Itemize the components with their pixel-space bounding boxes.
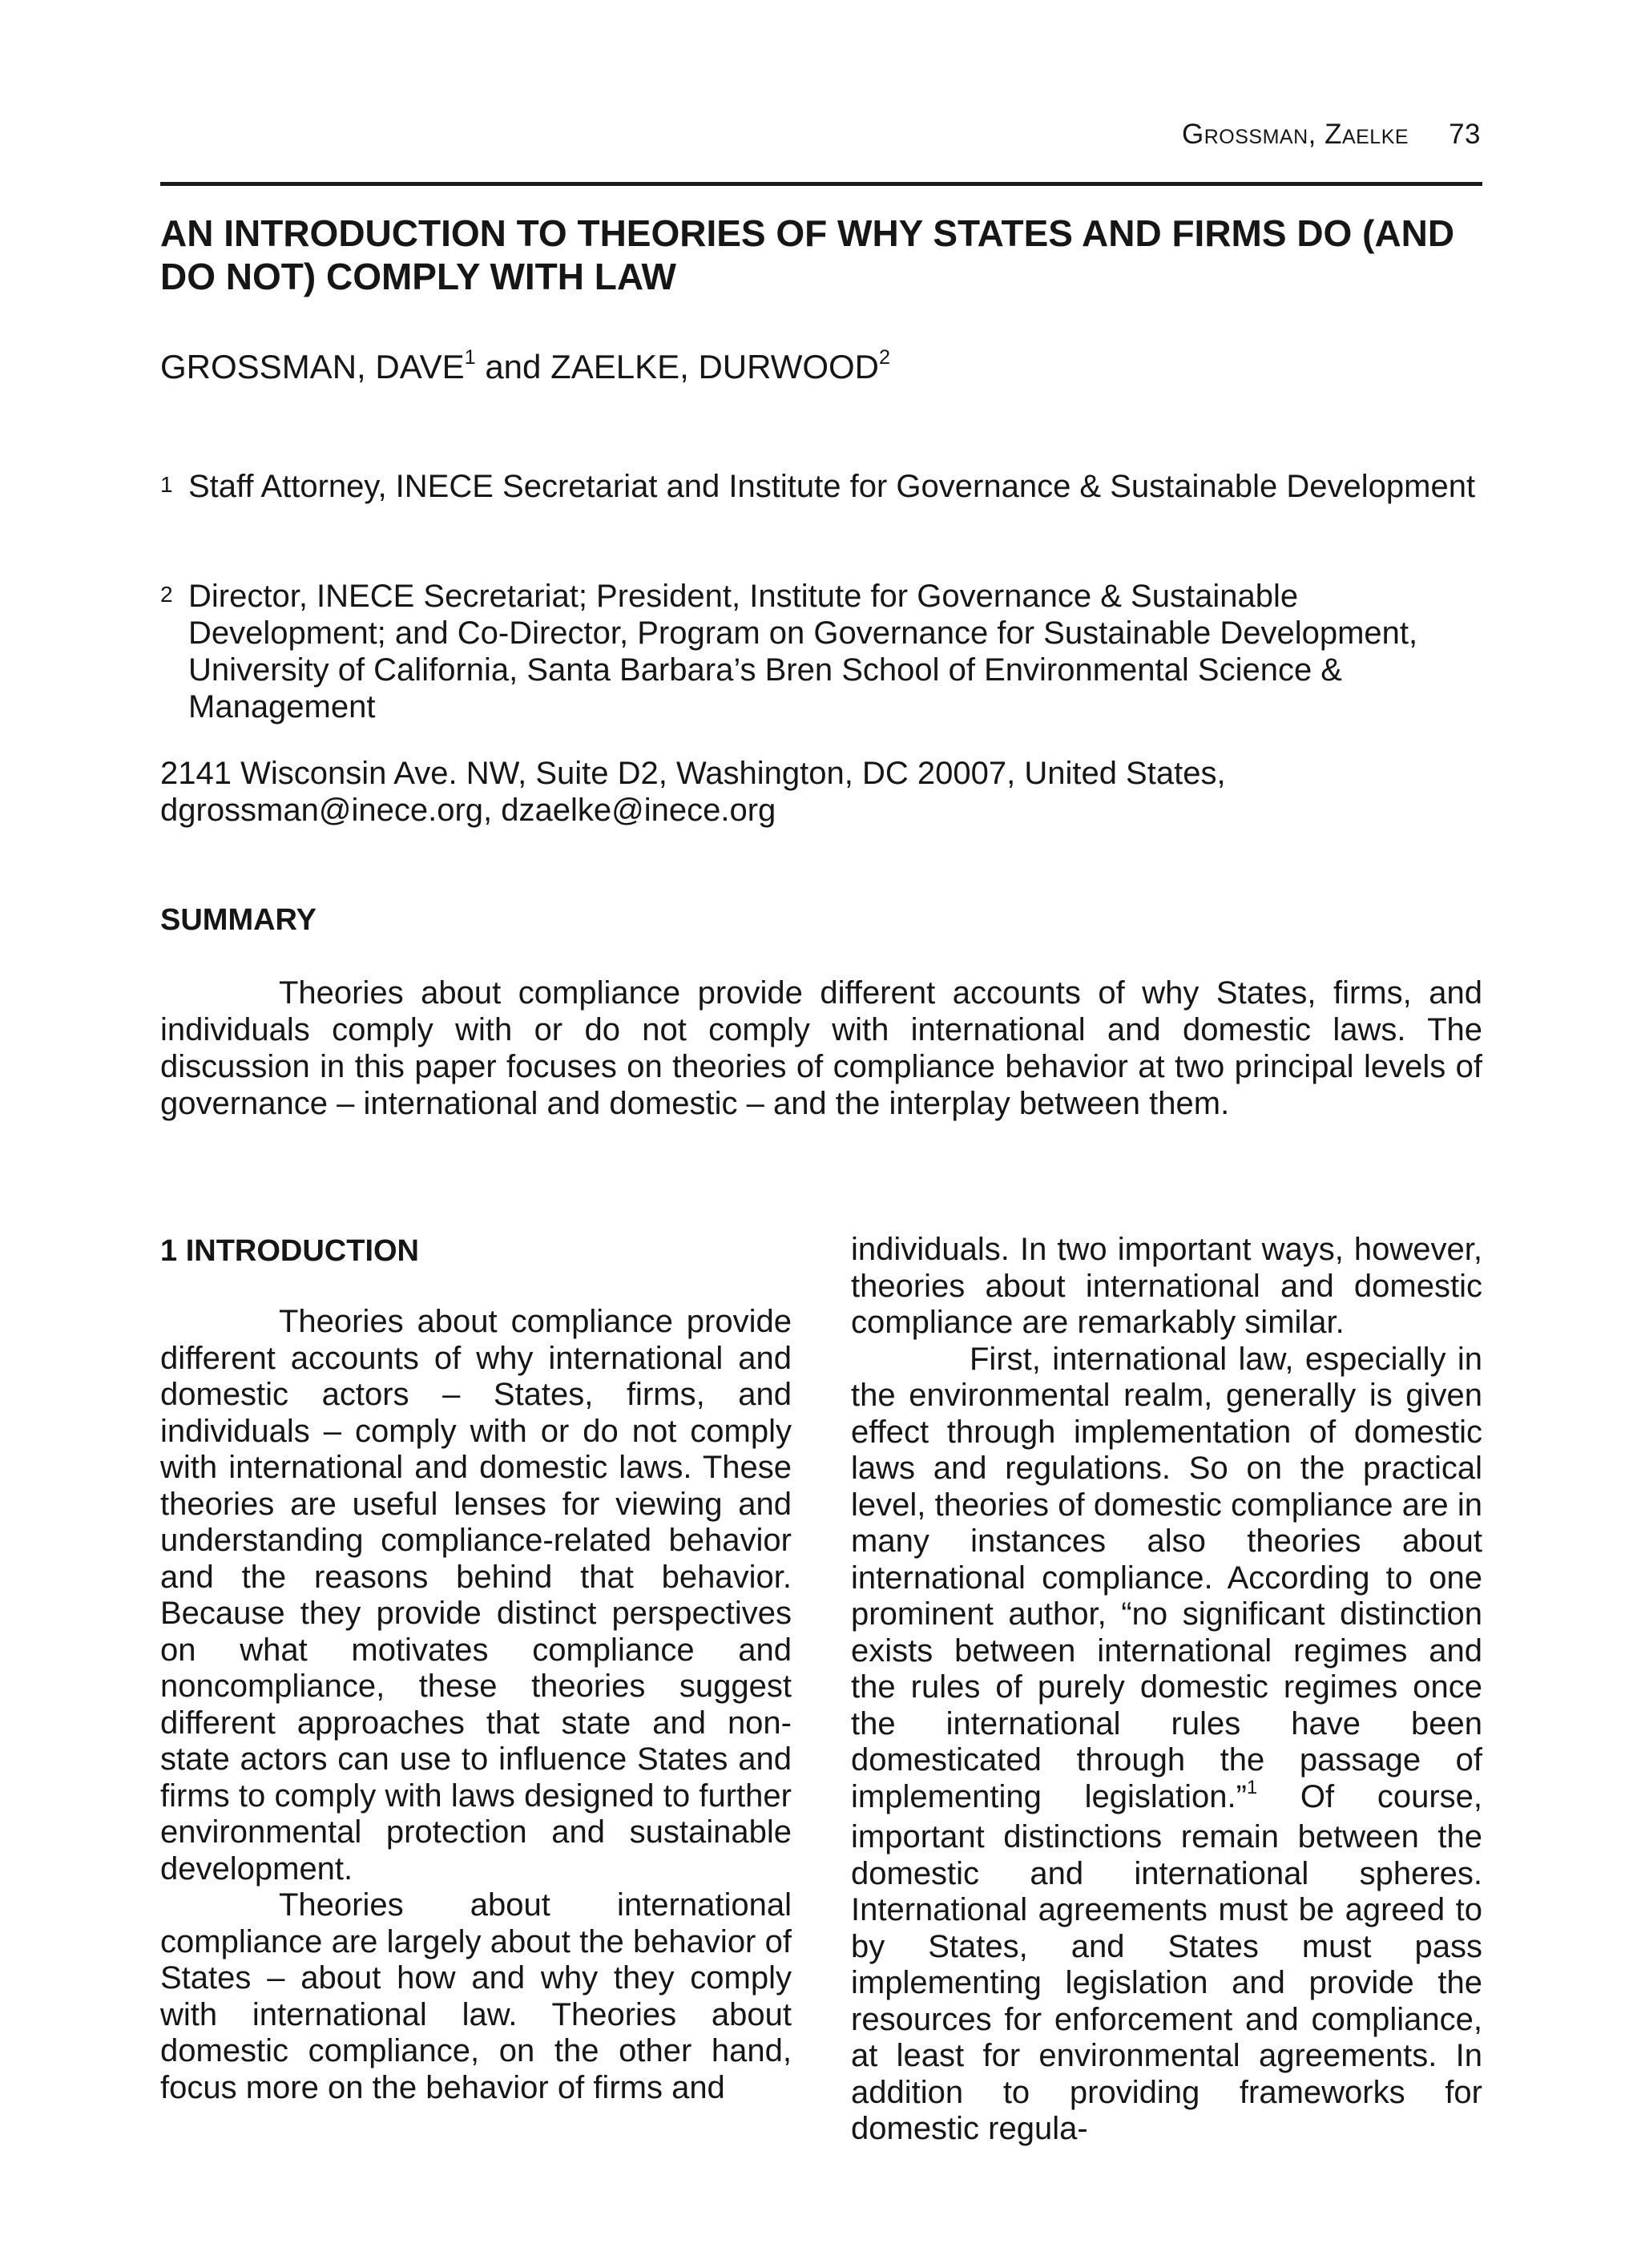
- author-line: [160, 348, 890, 386]
- affiliation-1-number: 1: [160, 472, 173, 497]
- page-number: 73: [1449, 119, 1481, 150]
- author-1-sup: 1: [464, 346, 476, 369]
- author-conj: and: [485, 348, 542, 385]
- summary-heading: SUMMARY: [160, 903, 317, 937]
- email-line: dgrossman@inece.org, dzaelke@inece.org: [160, 793, 776, 828]
- running-head: [1182, 119, 1481, 151]
- footnote-ref-1: 1: [1246, 1776, 1258, 1798]
- affiliation-2-text: Director, INECE Secretariat; President, Institute for Governance & Sustainable Development; and Co-Director, Program on Governance for Sustainable Development, University of California, Santa Barbara’s Bren School of Environmental Science & Management: [188, 579, 1418, 724]
- summary-text: Theories about compliance provide different accounts of why States, firms, and individuals comply with or do not comply with international and domestic laws. The discussion in this paper focuses on theories of compliance behavior at two principal levels of governance – international and domestic – and the interplay between them.: [160, 975, 1482, 1121]
- affiliation-1: [160, 468, 1482, 505]
- address-line: 2141 Wisconsin Ave. NW, Suite D2, Washington, DC 20007, United States,: [160, 756, 1226, 791]
- intro-paragraph-3: [851, 1342, 1482, 2148]
- author-2-sup: 2: [879, 346, 891, 369]
- author-2: ZAELKE, DURWOOD: [550, 348, 880, 385]
- left-column: [160, 1304, 792, 2106]
- intro-paragraph-2-continued: individuals. In two important ways, however, theories about international and domestic compliance are remarkably similar.: [851, 1232, 1482, 1340]
- affiliation-2-number: 2: [160, 582, 173, 607]
- intro-paragraph-3-part-2: Of course, important distinctions remain between the domestic and international spheres. International agreements must be agreed to by States, and States must pass implementing legislation and provide the resources for enforcement and compliance, at least for environmental agreements. In addition to providing frameworks for domestic regula-: [851, 1778, 1482, 2146]
- affiliation-2: [160, 578, 1482, 725]
- introduction-heading: 1 INTRODUCTION: [160, 1234, 419, 1268]
- intro-paragraph-3-part-1: First, international law, especially in the environmental realm, generally is given effect through implementation of domestic laws and regulations. So on the practical level, theories of domestic compliance are in many instances also theories about international compliance. According to one prominent author, “no significant distinction exists between international regimes and the rules of purely domestic regimes once the international rules have been domesticated through the passage of implementing legislation.”: [851, 1341, 1482, 1814]
- intro-paragraph-1: Theories about compliance provide different accounts of why international and domestic actors – States, firms, and individuals – comply with or do not comply with international and domestic laws. These theories are useful lenses for viewing and understanding compliance-related behavior and the reasons behind that behavior. Because they provide distinct perspectives on what motivates compliance and noncompliance, these theories suggest different approaches that state and non-state actors can use to influence States and firms to comply with laws designed to further environmental protection and sustainable development.: [160, 1304, 792, 1887]
- header-rule: [160, 182, 1482, 186]
- contact-address: [160, 755, 1482, 829]
- affiliation-1-text: Staff Attorney, INECE Secretariat and Institute for Governance & Sustainable Development: [188, 469, 1476, 504]
- author-1: GROSSMAN, DAVE: [160, 348, 465, 385]
- intro-paragraph-2: Theories about international compliance are largely about the behavior of States – about how and why they comply with international law. Theories about domestic compliance, on the other hand, focus more on the behavior of firms and: [160, 1887, 792, 2105]
- paper-title: AN INTRODUCTION TO THEORIES OF WHY STATES AND FIRMS DO (AND DO NOT) COMPLY WITH LAW: [160, 212, 1455, 297]
- right-column: [851, 1232, 1482, 2148]
- running-head-authors: Grossman, Zaelke: [1182, 119, 1409, 150]
